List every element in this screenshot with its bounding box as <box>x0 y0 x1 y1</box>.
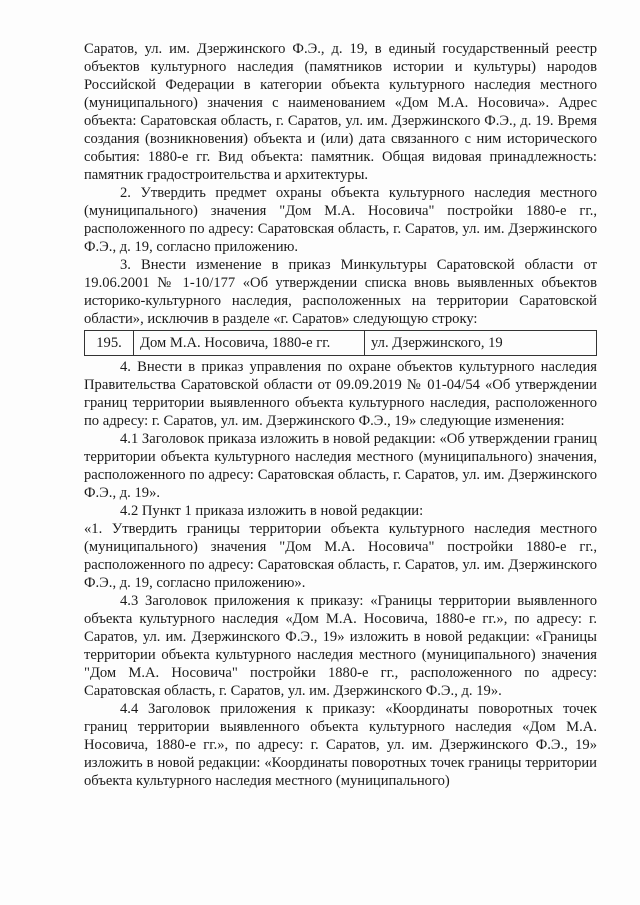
paragraph-item-4-3: 4.3 Заголовок приложения к приказу: «Границы территории выявленного объекта культурного наследия «Дом М.А. Носовича, 1880-е гг.», по адресу: г. Саратов, ул. им. Дзержинского Ф.Э., 19» изложить в новой редакции: «Границы территории объекта культурного наследия местного (муниципального) значения "Дом М.А. Носовича" постройки 1880-е гг., расположенного по адресу: Саратовская область, г. Саратов, ул. им. Дзержинского Ф.Э., д. 19». <box>84 593 597 699</box>
table-cell-address: ул. Дзержинского, 19 <box>365 331 597 356</box>
paragraph-item-4-2-text: «1. Утвердить границы территории объекта культурного наследия местного (муниципального) значения "Дом М.А. Носовича" постройки 1880-е гг., расположенного по адресу: Саратовская область, г. Саратов, ул. им. Дзержинского Ф.Э., д. 19, согласно приложению». <box>84 521 597 591</box>
paragraph-item-4-1: 4.1 Заголовок приказа изложить в новой редакции: «Об утверждении границ территории объекта культурного наследия местного (муниципального) значения, расположенного по адресу: Саратовская область, г. Саратов, ул. им. Дзержинского Ф.Э., д. 19». <box>84 431 597 501</box>
excluded-row-table <box>84 330 597 356</box>
paragraph-item-4-4: 4.4 Заголовок приложения к приказу: «Координаты поворотных точек границ территории выявленного объекта культурного наследия «Дом М.А. Носовича, 1880-е гг.», по адресу: г. Саратов, ул. им. Дзержинского Ф.Э., 19» изложить в новой редакции: «Координаты поворотных точек границы территории объекта культурного наследия местного (муниципального) <box>84 701 597 789</box>
paragraph-item-3: 3. Внести изменение в приказ Минкультуры Саратовской области от 19.06.2001 № 1-10/177 «Об утверждении списка вновь выявленных объектов историко-культурного наследия, расположенных на территории Саратовской области», исключив в разделе «г. Саратов» следующую строку: <box>84 257 597 327</box>
paragraph-continuation: Саратов, ул. им. Дзержинского Ф.Э., д. 19, в единый государственный реестр объектов культурного наследия (памятников истории и культуры) народов Российской Федерации в категории объекта культурного наследия местного (муниципального) значения с наименованием «Дом М.А. Носовича». Адрес объекта: Саратовская область, г. Саратов, ул. им. Дзержинского Ф.Э., д. 19. Время создания (возникновения) объекта и (или) дата связанного с ним исторического события: 1880-е гг. Вид объекта: памятник. Общая видовая принадлежность: памятник градостроительства и архитектуры. <box>84 41 597 183</box>
table-cell-name: Дом М.А. Носовича, 1880-е гг. <box>134 331 365 356</box>
paragraph-item-4: 4. Внести в приказ управления по охране объектов культурного наследия Правительства Саратовской области от 09.09.2019 № 01-04/54 «Об утверждении границ территории выявленного объекта культурного наследия, расположенного по адресу: г. Саратов, ул. им. Дзержинского Ф.Э., 19» следующие изменения: <box>84 359 597 429</box>
document-body <box>84 40 597 790</box>
table-cell-number: 195. <box>85 331 134 356</box>
table-row <box>85 331 597 356</box>
paragraph-item-2: 2. Утвердить предмет охраны объекта культурного наследия местного (муниципального) значения "Дом М.А. Носовича" постройки 1880-е гг., расположенного по адресу: Саратовская область, г. Саратов, ул. им. Дзержинского Ф.Э., д. 19, согласно приложению. <box>84 185 597 255</box>
paragraph-item-4-2: 4.2 Пункт 1 приказа изложить в новой редакции: <box>120 503 424 519</box>
